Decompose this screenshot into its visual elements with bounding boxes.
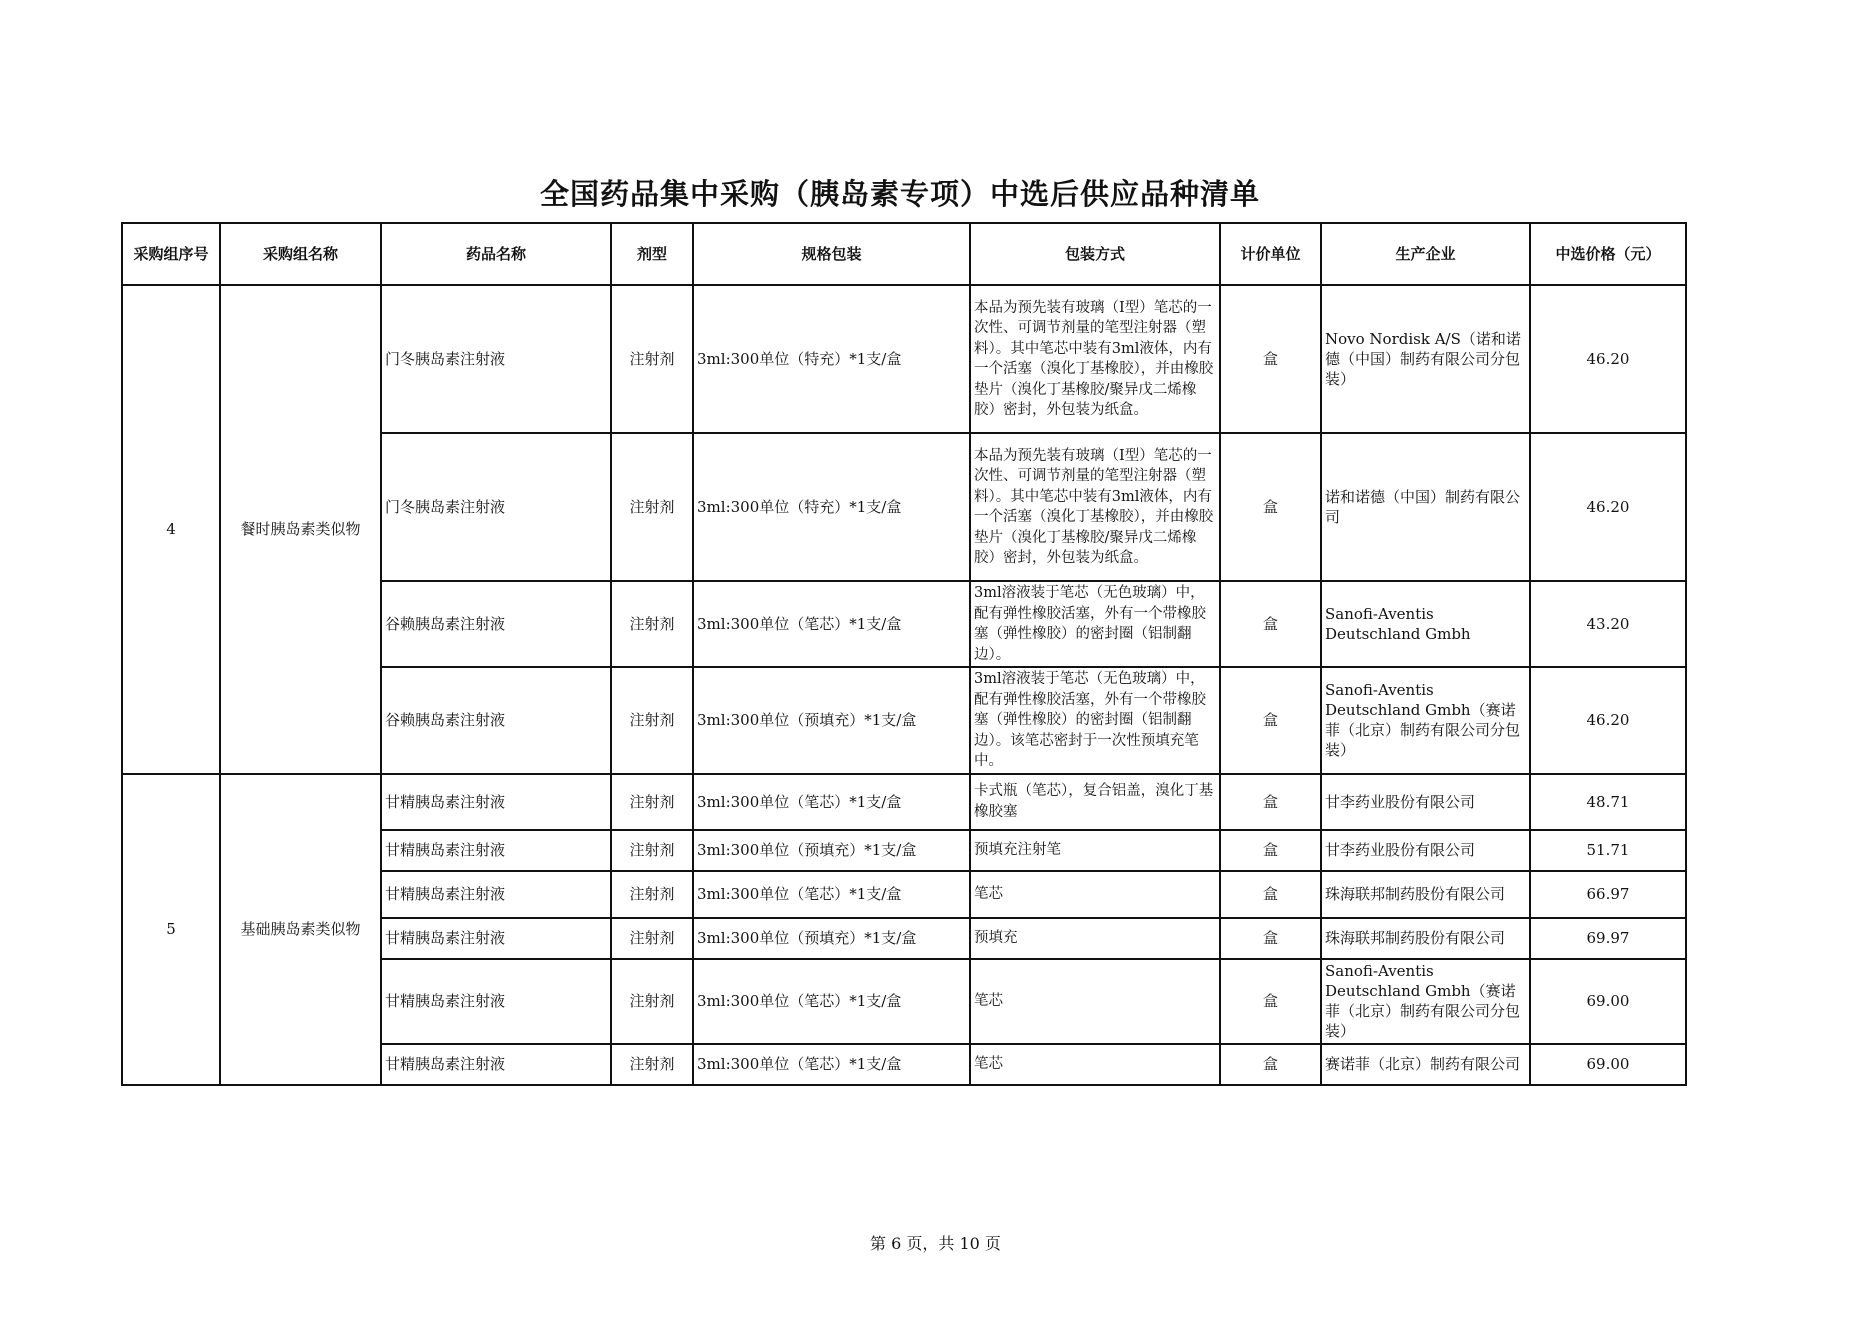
cell-dosage-form: 注射剂 [611, 667, 693, 774]
cell-unit: 盒 [1220, 1044, 1321, 1085]
cell-spec: 3ml:300单位（预填充）*1支/盒 [693, 667, 970, 774]
page-footer: 第 6 页，共 10 页 [870, 1234, 1001, 1253]
cell-packaging: 3ml溶液装于笔芯（无色玻璃）中，配有弹性橡胶活塞，外有一个带橡胶塞（弹性橡胶）的密封圈（铝制翻边）。 [970, 581, 1220, 667]
column-header-drug-name: 药品名称 [381, 223, 611, 285]
cell-drug-name: 甘精胰岛素注射液 [381, 871, 611, 918]
cell-manufacturer: 珠海联邦制药股份有限公司 [1321, 918, 1530, 959]
cell-manufacturer: 珠海联邦制药股份有限公司 [1321, 871, 1530, 918]
cell-spec: 3ml:300单位（特充）*1支/盒 [693, 433, 970, 581]
cell-packaging: 笔芯 [970, 1044, 1220, 1085]
cell-spec: 3ml:300单位（笔芯）*1支/盒 [693, 1044, 970, 1085]
cell-group-seq: 4 [122, 285, 220, 774]
cell-manufacturer: 赛诺菲（北京）制药有限公司 [1321, 1044, 1530, 1085]
supply-list-table-container [121, 222, 1685, 1086]
cell-price: 69.00 [1530, 959, 1686, 1044]
cell-group-name: 基础胰岛素类似物 [220, 774, 381, 1085]
cell-price: 66.97 [1530, 871, 1686, 918]
column-header-group-name: 采购组名称 [220, 223, 381, 285]
supply-list-table [121, 222, 1687, 1086]
cell-unit: 盒 [1220, 667, 1321, 774]
cell-price: 43.20 [1530, 581, 1686, 667]
cell-manufacturer: Sanofi-Aventis Deutschland Gmbh（赛诺菲（北京）制药有限公司分包装） [1321, 667, 1530, 774]
document-title: 全国药品集中采购（胰岛素专项）中选后供应品种清单 [539, 177, 1260, 211]
cell-dosage-form: 注射剂 [611, 774, 693, 830]
cell-unit: 盒 [1220, 774, 1321, 830]
cell-price: 46.20 [1530, 433, 1686, 581]
cell-packaging: 笔芯 [970, 871, 1220, 918]
table-row [122, 285, 1686, 433]
column-header-packaging: 包装方式 [970, 223, 1220, 285]
cell-manufacturer: 诺和诺德（中国）制药有限公司 [1321, 433, 1530, 581]
cell-dosage-form: 注射剂 [611, 959, 693, 1044]
cell-packaging: 3ml溶液装于笔芯（无色玻璃）中，配有弹性橡胶活塞，外有一个带橡胶塞（弹性橡胶）的密封圈（铝制翻边）。该笔芯密封于一次性预填充笔中。 [970, 667, 1220, 774]
cell-drug-name: 门冬胰岛素注射液 [381, 433, 611, 581]
cell-dosage-form: 注射剂 [611, 285, 693, 433]
cell-spec: 3ml:300单位（笔芯）*1支/盒 [693, 959, 970, 1044]
cell-unit: 盒 [1220, 959, 1321, 1044]
cell-unit: 盒 [1220, 918, 1321, 959]
cell-manufacturer: Sanofi-Aventis Deutschland Gmbh（赛诺菲（北京）制药有限公司分包装） [1321, 959, 1530, 1044]
cell-spec: 3ml:300单位（预填充）*1支/盒 [693, 830, 970, 871]
cell-spec: 3ml:300单位（预填充）*1支/盒 [693, 918, 970, 959]
table-header-row [122, 223, 1686, 285]
cell-dosage-form: 注射剂 [611, 830, 693, 871]
cell-manufacturer: 甘李药业股份有限公司 [1321, 830, 1530, 871]
cell-drug-name: 谷赖胰岛素注射液 [381, 667, 611, 774]
cell-price: 46.20 [1530, 667, 1686, 774]
cell-drug-name: 谷赖胰岛素注射液 [381, 581, 611, 667]
cell-drug-name: 甘精胰岛素注射液 [381, 774, 611, 830]
cell-drug-name: 甘精胰岛素注射液 [381, 918, 611, 959]
cell-price: 69.97 [1530, 918, 1686, 959]
cell-drug-name: 门冬胰岛素注射液 [381, 285, 611, 433]
cell-spec: 3ml:300单位（笔芯）*1支/盒 [693, 774, 970, 830]
cell-packaging: 预填充注射笔 [970, 830, 1220, 871]
cell-price: 48.71 [1530, 774, 1686, 830]
cell-drug-name: 甘精胰岛素注射液 [381, 1044, 611, 1085]
cell-manufacturer: 甘李药业股份有限公司 [1321, 774, 1530, 830]
cell-dosage-form: 注射剂 [611, 581, 693, 667]
cell-packaging: 预填充 [970, 918, 1220, 959]
cell-price: 69.00 [1530, 1044, 1686, 1085]
cell-drug-name: 甘精胰岛素注射液 [381, 830, 611, 871]
column-header-price: 中选价格（元） [1530, 223, 1686, 285]
table-row [122, 774, 1686, 830]
cell-dosage-form: 注射剂 [611, 433, 693, 581]
cell-unit: 盒 [1220, 871, 1321, 918]
cell-price: 46.20 [1530, 285, 1686, 433]
cell-unit: 盒 [1220, 830, 1321, 871]
cell-manufacturer: Sanofi-Aventis Deutschland Gmbh [1321, 581, 1530, 667]
cell-packaging: 笔芯 [970, 959, 1220, 1044]
cell-spec: 3ml:300单位（笔芯）*1支/盒 [693, 581, 970, 667]
cell-group-name: 餐时胰岛素类似物 [220, 285, 381, 774]
cell-dosage-form: 注射剂 [611, 918, 693, 959]
cell-unit: 盒 [1220, 581, 1321, 667]
cell-unit: 盒 [1220, 285, 1321, 433]
cell-spec: 3ml:300单位（特充）*1支/盒 [693, 285, 970, 433]
column-header-spec: 规格包装 [693, 223, 970, 285]
cell-unit: 盒 [1220, 433, 1321, 581]
cell-packaging: 卡式瓶（笔芯），复合铝盖，溴化丁基橡胶塞 [970, 774, 1220, 830]
cell-price: 51.71 [1530, 830, 1686, 871]
cell-group-seq: 5 [122, 774, 220, 1085]
cell-drug-name: 甘精胰岛素注射液 [381, 959, 611, 1044]
column-header-manufacturer: 生产企业 [1321, 223, 1530, 285]
column-header-unit: 计价单位 [1220, 223, 1321, 285]
column-header-group-seq: 采购组序号 [122, 223, 220, 285]
column-header-dosage-form: 剂型 [611, 223, 693, 285]
cell-dosage-form: 注射剂 [611, 871, 693, 918]
cell-dosage-form: 注射剂 [611, 1044, 693, 1085]
cell-packaging: 本品为预先装有玻璃（Ⅰ型）笔芯的一次性、可调节剂量的笔型注射器（塑料）。其中笔芯中装有3ml液体，内有一个活塞（溴化丁基橡胶），并由橡胶垫片（溴化丁基橡胶/聚异戊二烯橡胶）密封，外包装为纸盒。 [970, 285, 1220, 433]
cell-manufacturer: Novo Nordisk A/S（诺和诺德（中国）制药有限公司分包装） [1321, 285, 1530, 433]
cell-packaging: 本品为预先装有玻璃（Ⅰ型）笔芯的一次性、可调节剂量的笔型注射器（塑料）。其中笔芯中装有3ml液体，内有一个活塞（溴化丁基橡胶），并由橡胶垫片（溴化丁基橡胶/聚异戊二烯橡胶）密封，外包装为纸盒。 [970, 433, 1220, 581]
cell-spec: 3ml:300单位（笔芯）*1支/盒 [693, 871, 970, 918]
